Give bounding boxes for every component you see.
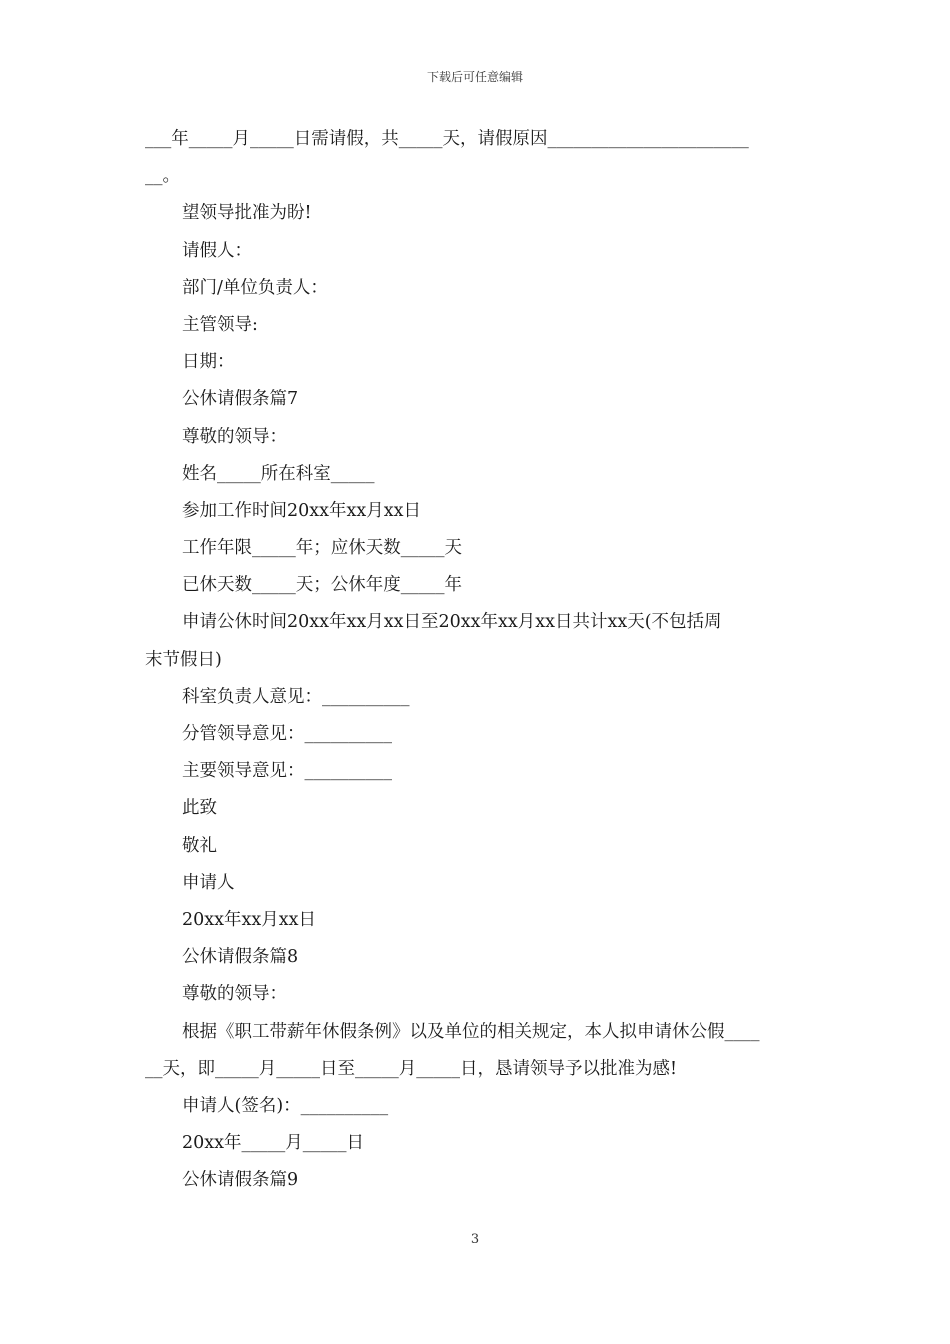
- text-line: ___年_____月_____日需请假，共_____天，请假原因_______________________: [145, 129, 749, 149]
- text-line: 已休天数_____天；公休年度_____年: [182, 575, 462, 596]
- text-line: 尊敬的领导：: [182, 426, 287, 447]
- text-line: 尊敬的领导：: [182, 984, 287, 1005]
- text-line: 主管领导:: [182, 314, 258, 335]
- text-line: 末节假日): [145, 649, 222, 670]
- section-heading: 公休请假条篇8: [182, 947, 299, 968]
- document-body: [145, 121, 810, 1199]
- text-line: 根据《职工带薪年休假条例》以及单位的相关规定，本人拟申请休公假____: [182, 1021, 760, 1042]
- page-header: 下载后可任意编辑: [426, 70, 523, 84]
- text-line: 工作年限_____年；应休天数_____天: [182, 538, 462, 559]
- text-line: 日期：: [182, 352, 235, 373]
- text-line: 20xx年_____月_____日: [182, 1133, 365, 1154]
- text-line: 申请人: [182, 872, 235, 893]
- text-line: 20xx年xx月xx日: [182, 909, 316, 930]
- text-line: 申请人(签名)：__________: [182, 1095, 389, 1116]
- text-line: 部门/单位负责人：: [182, 277, 328, 298]
- text-line: __。: [145, 166, 180, 187]
- section-heading: 公休请假条篇9: [182, 1170, 299, 1191]
- text-line: 参加工作时间20xx年xx月xx日: [182, 500, 421, 521]
- text-line: 此致: [182, 798, 217, 819]
- text-line: 望领导批准为盼!: [182, 203, 312, 224]
- text-line: 分管领导意见：__________: [182, 724, 392, 744]
- page-number: 3: [470, 1232, 480, 1247]
- text-line: 申请公休时间20xx年xx月xx日至20xx年xx月xx日共计xx天(不包括周: [182, 612, 722, 633]
- text-line: __天，即_____月_____日至_____月_____日，恳请领导予以批准为感!: [145, 1058, 678, 1079]
- text-line: 科室负责人意见：__________: [182, 686, 410, 707]
- text-line: 请假人：: [182, 240, 252, 261]
- text-line: 姓名_____所在科室_____: [182, 463, 375, 484]
- section-heading: 公休请假条篇7: [182, 389, 299, 410]
- text-line: 敬礼: [182, 835, 217, 856]
- text-line: 主要领导意见：__________: [182, 761, 392, 782]
